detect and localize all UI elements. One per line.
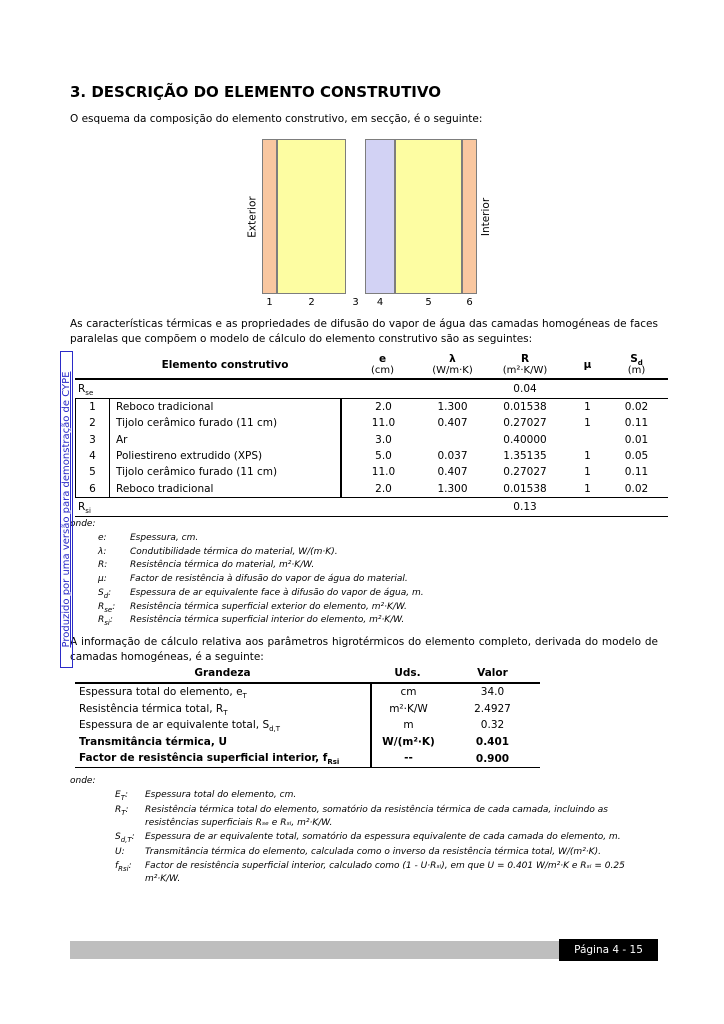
layer-row-2 [75, 415, 668, 431]
layer-r: 0.27027 [503, 466, 547, 479]
layer-mu: 1 [584, 417, 591, 430]
layer-sd: 0.02 [624, 401, 649, 414]
note-text: Resistência térmica superficial interior do elemento, m²·K/W. [130, 615, 405, 626]
diagram-layer-number-3: 3 [352, 297, 359, 308]
param-value: 34.0 [480, 686, 505, 699]
layer-name: Tijolo cerâmico furado (11 cm) [116, 466, 278, 479]
note-text: Espessura de ar equivalente face à difusão do vapor de água, m. [130, 587, 424, 598]
note-symbol: $R_{si}$: [98, 615, 113, 628]
note-symbol: $R_T$: [115, 804, 129, 817]
layer-r: 0.01538 [503, 482, 547, 495]
param-row [75, 734, 540, 751]
param-name: Factor de resistência superficial interior, $f_{Rsi}$ [79, 752, 340, 767]
note-text: Resistência térmica superficial exterior do elemento, m²·K/W. [130, 601, 407, 612]
note-item [70, 846, 658, 859]
note-symbol: R: [98, 560, 108, 571]
note-symbol: λ: [98, 546, 107, 557]
note-item [70, 601, 658, 615]
note-text: Condutibilidade térmica do material, W/(m·K). [130, 546, 338, 557]
col-header-grandeza: Grandeza [194, 667, 251, 679]
diagram-layer-4 [365, 139, 395, 294]
note-symbol: U: [115, 846, 125, 857]
col-header-elemento: Elemento construtivo [161, 358, 289, 371]
rsi-label: $R_{si}$ [78, 500, 91, 516]
note-item [70, 614, 658, 628]
layers-table-legend [70, 519, 658, 628]
parameters-table-body [75, 684, 540, 768]
layer-row-6 [75, 481, 668, 497]
layer-name: Tijolo cerâmico furado (11 cm) [116, 417, 278, 430]
param-row [75, 701, 540, 718]
layer-lambda: 0.407 [437, 466, 468, 479]
layer-lambda: 1.300 [437, 401, 468, 414]
layer-r: 0.27027 [503, 417, 547, 430]
layer-number: 2 [75, 415, 110, 431]
interior-label-box [477, 139, 496, 294]
layer-row-1 [75, 399, 668, 415]
param-name: Espessura total do elemento, $e_T$ [79, 686, 247, 701]
note-item [70, 532, 658, 546]
note-symbol: μ: [98, 574, 107, 585]
diagram-layer-6 [462, 139, 477, 294]
note-symbol: e: [98, 533, 107, 543]
demo-watermark-link[interactable]: Produzido por uma versão para demonstração de CYPE [60, 353, 77, 668]
exterior-label-box [243, 139, 262, 294]
note-item [70, 804, 658, 830]
col-header-sd: $S_d$ (m) [627, 352, 646, 376]
layer-e: 5.0 [340, 448, 425, 464]
layer-name: Poliestireno extrudido (XPS) [116, 449, 263, 462]
layer-lambda: 0.037 [437, 450, 468, 463]
diagram-layer-3 [346, 139, 365, 294]
note-symbol: $E_T$: [115, 790, 129, 802]
layer-mu: 1 [584, 482, 591, 495]
diagram-layer-1 [262, 139, 277, 294]
layer-r: 1.35135 [503, 450, 547, 463]
param-units: m²·K/W [370, 701, 445, 718]
thermal-paragraph: As características térmicas e as propriedades de difusão do vapor de água das camadas homogéneas de faces paralelas que compõem o modelo de cálculo do elemento construtivo são as seguintes: [70, 318, 658, 345]
note-item [70, 546, 658, 560]
layer-mu: 1 [584, 466, 591, 479]
rse-row [75, 380, 668, 399]
layer-sd: 0.05 [624, 450, 649, 463]
param-value: 2.4927 [474, 702, 511, 715]
param-name: Resistência térmica total, $R_T$ [79, 702, 228, 717]
diagram-layer-5 [395, 139, 462, 294]
layer-blocks-row [262, 139, 477, 294]
parameters-table [75, 664, 540, 768]
rse-value: 0.04 [513, 383, 537, 395]
layer-row-5 [75, 464, 668, 480]
param-value: 0.401 [475, 736, 510, 749]
note-symbol: $S_d$: [98, 587, 112, 600]
interior-label: Interior [480, 197, 493, 236]
note-item [70, 789, 658, 802]
layer-number: 3 [75, 432, 110, 448]
note-item [70, 831, 658, 844]
parameters-table-legend [70, 776, 658, 888]
param-units: -- [370, 750, 445, 767]
layer-sd: 0.11 [624, 417, 649, 430]
layer-mu: 1 [584, 450, 591, 463]
layer-lambda: 0.407 [437, 417, 468, 430]
rsi-row [75, 498, 668, 517]
intro-paragraph: O esquema da composição do elemento construtivo, em secção, é o seguinte: [70, 113, 483, 125]
legend-items [70, 532, 658, 628]
layer-number: 5 [75, 464, 110, 480]
param-units: cm [370, 684, 445, 701]
layer-number: 1 [75, 399, 110, 415]
layers-table-body [75, 399, 668, 498]
param-units: W/(m²·K) [370, 734, 445, 751]
col-header-valor: Valor [477, 667, 508, 679]
higro-paragraph: A informação de cálculo relativa aos parâmetros higrotérmicos do elemento completo, derivada do modelo de camadas homogéneas, é a seguinte: [70, 636, 658, 663]
layer-sd: 0.01 [624, 433, 649, 446]
param-units: m [370, 717, 445, 734]
layer-e: 2.0 [340, 481, 425, 497]
diagram-layer-number-4: 4 [376, 297, 384, 308]
note-text: Resistência térmica total do elemento, somatório da resistência térmica de cada camada, incluindo as resistências superficiais Rₛₑ e Rₛᵢ, m²·K/W. [145, 804, 608, 828]
layer-mu: 1 [584, 401, 591, 414]
diagram-layer-number-6: 6 [466, 297, 473, 308]
legend-items [70, 789, 658, 886]
param-row [75, 750, 540, 767]
legend-intro: onde: [70, 519, 96, 529]
note-item [70, 587, 658, 601]
param-value: 0.900 [475, 752, 510, 765]
parameters-table-header [75, 664, 540, 684]
footer-bar [70, 941, 559, 959]
layer-name: Reboco tradicional [116, 482, 214, 495]
col-header-lambda: λ (W/m·K) [432, 352, 473, 376]
layer-lambda: 1.300 [437, 482, 468, 495]
layers-table [75, 351, 668, 517]
layers-table-header [75, 351, 668, 380]
note-item [70, 573, 658, 587]
col-header-uds: Uds. [394, 667, 421, 679]
layer-number: 6 [75, 481, 110, 497]
section-title: 3. DESCRIÇÃO DO ELEMENTO CONSTRUTIVO [70, 83, 441, 101]
diagram-layer-number-2: 2 [308, 297, 315, 308]
layer-numbers-row [262, 297, 477, 308]
layer-sd: 0.11 [624, 466, 649, 479]
param-row [75, 717, 540, 734]
layer-e: 11.0 [340, 464, 425, 480]
page-number-badge: Página 4 - 15 [559, 939, 658, 961]
note-symbol: $R_{se}$: [98, 601, 116, 614]
note-text: Factor de resistência superficial interior, calculado como (1 - U·Rₛᵢ), em que U = 0.401 W/m²·K e Rₛᵢ = 0.25 m²·K/W. [145, 861, 625, 884]
layer-e: 3.0 [340, 432, 425, 448]
diagram-layer-number-1: 1 [266, 297, 273, 308]
col-header-e: e (cm) [370, 352, 395, 376]
layer-r: 0.01538 [503, 401, 547, 414]
rse-label: $R_{se}$ [78, 383, 94, 398]
legend-intro: onde: [70, 776, 96, 786]
note-symbol: $S_{d,T}$: [115, 832, 135, 844]
exterior-label: Exterior [246, 195, 259, 238]
param-row [75, 684, 540, 701]
note-text: Transmitância térmica do elemento, calculada como o inverso da resistência térmica total, W/(m²·K). [145, 846, 601, 857]
layer-row-4 [75, 448, 668, 464]
diagram-layers [262, 139, 477, 308]
param-name: Espessura de ar equivalente total, $S_{d,T}$ [79, 719, 281, 734]
note-text: Espessura, cm. [130, 533, 199, 543]
layer-row-3 [75, 432, 668, 448]
layer-e: 11.0 [340, 415, 425, 431]
layer-name: Reboco tradicional [116, 401, 214, 413]
wall-section-diagram [243, 139, 496, 308]
col-header-r: R (m²·K/W) [502, 352, 548, 376]
note-symbol: $f_{Rsi}$: [115, 861, 132, 873]
note-text: Factor de resistência à difusão do vapor de água do material. [130, 574, 408, 585]
note-item [70, 559, 658, 573]
diagram-layer-number-5: 5 [425, 297, 432, 308]
layer-sd: 0.02 [624, 482, 649, 495]
col-header-mu: μ [583, 358, 592, 371]
param-name: Transmitância térmica, U [79, 735, 228, 748]
layer-r: 0.40000 [503, 433, 547, 446]
diagram-layer-2 [277, 139, 346, 294]
layer-name: Ar [116, 433, 128, 446]
rsi-value: 0.13 [513, 500, 537, 513]
note-text: Espessura total do elemento, cm. [145, 790, 297, 800]
layer-number: 4 [75, 448, 110, 464]
note-text: Resistência térmica do material, m²·K/W. [130, 560, 315, 571]
layer-e: 2.0 [340, 399, 425, 415]
param-value: 0.32 [480, 719, 505, 732]
note-text: Espessura de ar equivalente total, somatório da espessura equivalente de cada camada do elemento, m. [145, 832, 621, 842]
note-item [70, 860, 658, 886]
